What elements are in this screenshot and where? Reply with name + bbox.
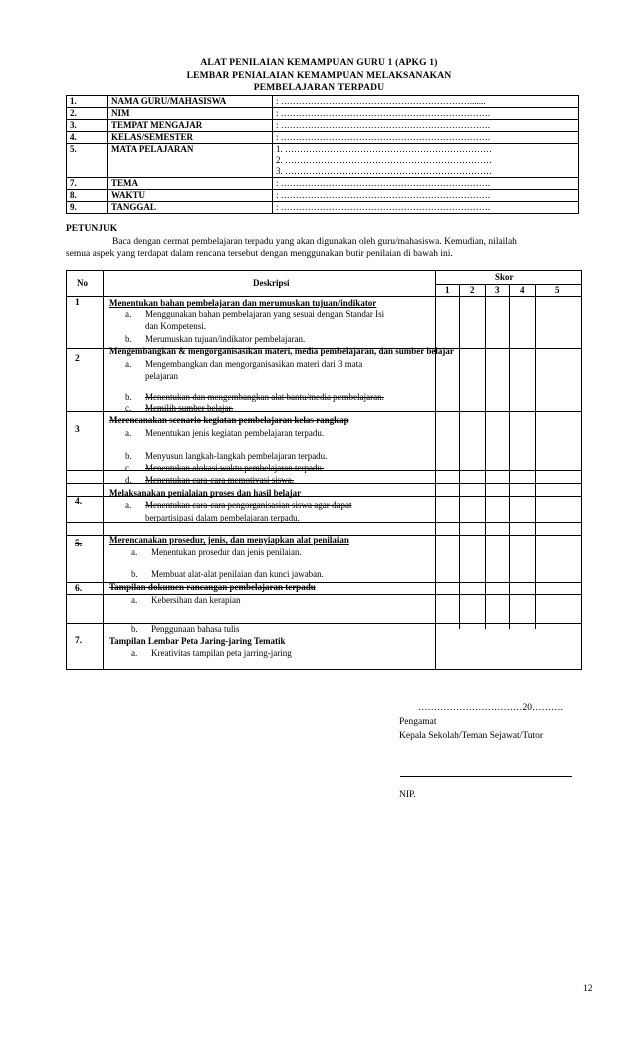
identity-table: [66, 95, 579, 214]
signature-role-detail: Kepala Sekolah/Teman Sejawat/Tutor: [399, 731, 544, 741]
petunjuk-heading: PETUNJUK: [66, 224, 118, 234]
petunjuk-text: Baca dengan cermat pembelajaran terpadu yang akan digunakan oleh guru/mahasiswa. Kemudian, nilailah semua aspek yang terdapat dalam rencana tersebut dengan menggunakan butir penilaian di bawah ini.: [66, 237, 517, 259]
sub-criterion: c. Memilih sumber belajar.: [125, 403, 234, 413]
identity-row: 3. TEMPAT MENGAJAR : …………………………………………………………….: [67, 120, 579, 132]
signature-line: [400, 776, 572, 777]
sub-criterion: b. Menyusun langkah-langkah pembelajaran terpadu.: [125, 451, 328, 461]
identity-row: 9. TANGGAL : …………………………………………………………….: [67, 202, 579, 214]
identity-value[interactable]: : …………………………………………………………….: [273, 178, 579, 190]
score-4: 4: [520, 285, 525, 295]
header-skor: Skor: [495, 272, 514, 282]
identity-row: 1. NAMA GURU/MAHASISWA : ……………………………………………………….......: [67, 96, 579, 108]
row-number: 6.: [75, 584, 83, 594]
identity-row: 7. TEMA : …………………………………………………………….: [67, 178, 579, 190]
identity-value[interactable]: : …………………………………………………………….: [273, 120, 579, 132]
identity-row: 5. MATA PELAJARAN 1. …………………………………………………………… 2. …………………………………………………………… 3. ……………………………………………………………: [67, 144, 579, 178]
sub-criterion: a. Menentukan cara-cara pengorganisasian siswa agar dapat: [125, 500, 352, 510]
criterion-title: Merencanakan scenario kegiatan pembelajaran kelas rangkap: [109, 415, 349, 425]
score-1: 1: [445, 285, 450, 295]
criterion-title: Melaksanakan penialaian proses dan hasil belajar: [109, 488, 302, 498]
identity-value[interactable]: 1. …………………………………………………………… 2. …………………………………………………………… 3. ……………………………………………………………: [273, 144, 579, 178]
sub-criterion: a. Menentukan jenis kegiatan pembelajaran terpadu.: [125, 428, 325, 438]
assessment-table: No Deskripsi Skor 1 2 3 4 5 1 Menentukan bahan pembelajaran dan merumuskan tujuan/indikator a. Menggunakan bahan pembelajaran yang sesuai dengan Standar Isi dan Kompetensi. b. Merumuskan tujuan/indikator pembelajaran. 2 Mengembangkan & mengorganisasikan materi, media pembelajaran, dan sumber belajar a. Mengembangkan dan mengorganisasikan materi dari 3 mata pelajaran b. Menentukan dan mengembangkan alat bantu/media pembelajaran. c. Memilih sumber belajar. 3 Merencanakan scenario kegiatan pembelajaran kelas rangkap a. Menentukan jenis kegiatan pembelajaran terpadu. b. Menyusun langkah-langkah pembelajaran terpadu. c. Menentukan alokasi waktu pembelajaran terpadu. d. Menentukan cara-cara memotivasi siswa. 4. Melaksanakan penialaian proses dan hasil belajar a. Menentukan cara-cara pengorganisasian siswa agar dapat berpartisipasi dalam pembelajaran terpadu. 5. Merencanakan prosedur, jenis, dan menyiapkan alat penilaian a. Menentukan prosedur dan jenis penilaian. b. Membuat alat-alat penilaian dan kunci jawaban. 6. Tampilan dokumen rancangan pembelajaran terpadu a. Kebersihan dan kerapian b. Penggunaan bahasa tulis 7. Tampilan Lembar Peta Jaring-jaring Tematik a. Kreativitas tampilan peta jarring-jaring: [66, 270, 582, 670]
score-3: 3: [495, 285, 500, 295]
signature-role: Pengamat: [399, 717, 437, 727]
header-deskripsi: Deskripsi: [253, 278, 290, 288]
identity-value[interactable]: : …………………………………………………………….: [273, 132, 579, 144]
sub-criterion: b. Membuat alat-alat penilaian dan kunci jawaban.: [131, 569, 324, 579]
sub-criterion: a. Kreativitas tampilan peta jarring-jaring: [131, 648, 292, 658]
sub-criterion: d. Menentukan cara-cara memotivasi siswa.: [125, 475, 294, 485]
identity-row: 2. NIM : …………………………………………………………….: [67, 108, 579, 120]
signature-date: ……………………………20……….: [418, 703, 563, 713]
identity-value[interactable]: : …………………………………………………………….: [273, 202, 579, 214]
row-number: 4.: [75, 497, 83, 507]
sub-criterion: a. Menggunakan bahan pembelajaran yang sesuai dengan Standar Isi: [125, 309, 385, 319]
row-number: 7.: [75, 636, 83, 646]
criterion-title: Merencanakan prosedur, jenis, dan menyiapkan alat penilaian: [109, 535, 349, 545]
row-number: 5.: [75, 539, 83, 549]
row-number: 3: [75, 425, 80, 435]
criterion-title: Mengembangkan & mengorganisasikan materi, media pembelajaran, dan sumber belajar: [109, 346, 454, 356]
identity-value[interactable]: : ……………………………………………………….......: [273, 96, 579, 108]
sub-criterion: b. Merumuskan tujuan/indikator pembelajaran.: [125, 334, 306, 344]
score-5: 5: [555, 285, 560, 295]
sub-criterion: a. Mengembangkan dan mengorganisasikan materi dari 3 mata: [125, 359, 363, 369]
nip-label: NIP.: [399, 790, 416, 800]
criterion-title: Menentukan bahan pembelajaran dan merumuskan tujuan/indikator: [109, 298, 377, 308]
identity-value[interactable]: : …………………………………………………………….: [273, 190, 579, 202]
form-subtitle: LEMBAR PENIALAIAN KEMAMPUAN MELAKSANAKAN: [186, 71, 452, 81]
criterion-title: Tampilan dokumen rancangan pembelajaran terpadu: [109, 582, 316, 592]
page-number: 12: [583, 984, 593, 994]
form-title: ALAT PENILAIAN KEMAMPUAN GURU 1 (APKG 1): [200, 58, 438, 68]
identity-row: 8. WAKTU : …………………………………………………………….: [67, 190, 579, 202]
row-number: 1: [75, 298, 80, 308]
sub-criterion: a. Menentukan prosedur dan jenis penilaian.: [131, 547, 302, 557]
sub-criterion: b. Penggunaan bahasa tulis: [131, 624, 240, 634]
sub-criterion: b. Menentukan dan mengembangkan alat bantu/media pembelajaran.: [125, 392, 384, 402]
sub-criterion: c. Menentukan alokasi waktu pembelajaran terpadu.: [125, 463, 325, 473]
identity-row: 4. KELAS/SEMESTER : …………………………………………………………….: [67, 132, 579, 144]
header-no: No: [77, 278, 88, 288]
score-2: 2: [470, 285, 475, 295]
identity-value[interactable]: : …………………………………………………………….: [273, 108, 579, 120]
criterion-title: Tampilan Lembar Peta Jaring-jaring Tematik: [109, 636, 286, 646]
row-number: 2: [75, 354, 80, 364]
form-subtitle-2: PEMBELAJARAN TERPADU: [253, 83, 385, 93]
sub-criterion: a. Kebersihan dan kerapian: [131, 595, 241, 605]
